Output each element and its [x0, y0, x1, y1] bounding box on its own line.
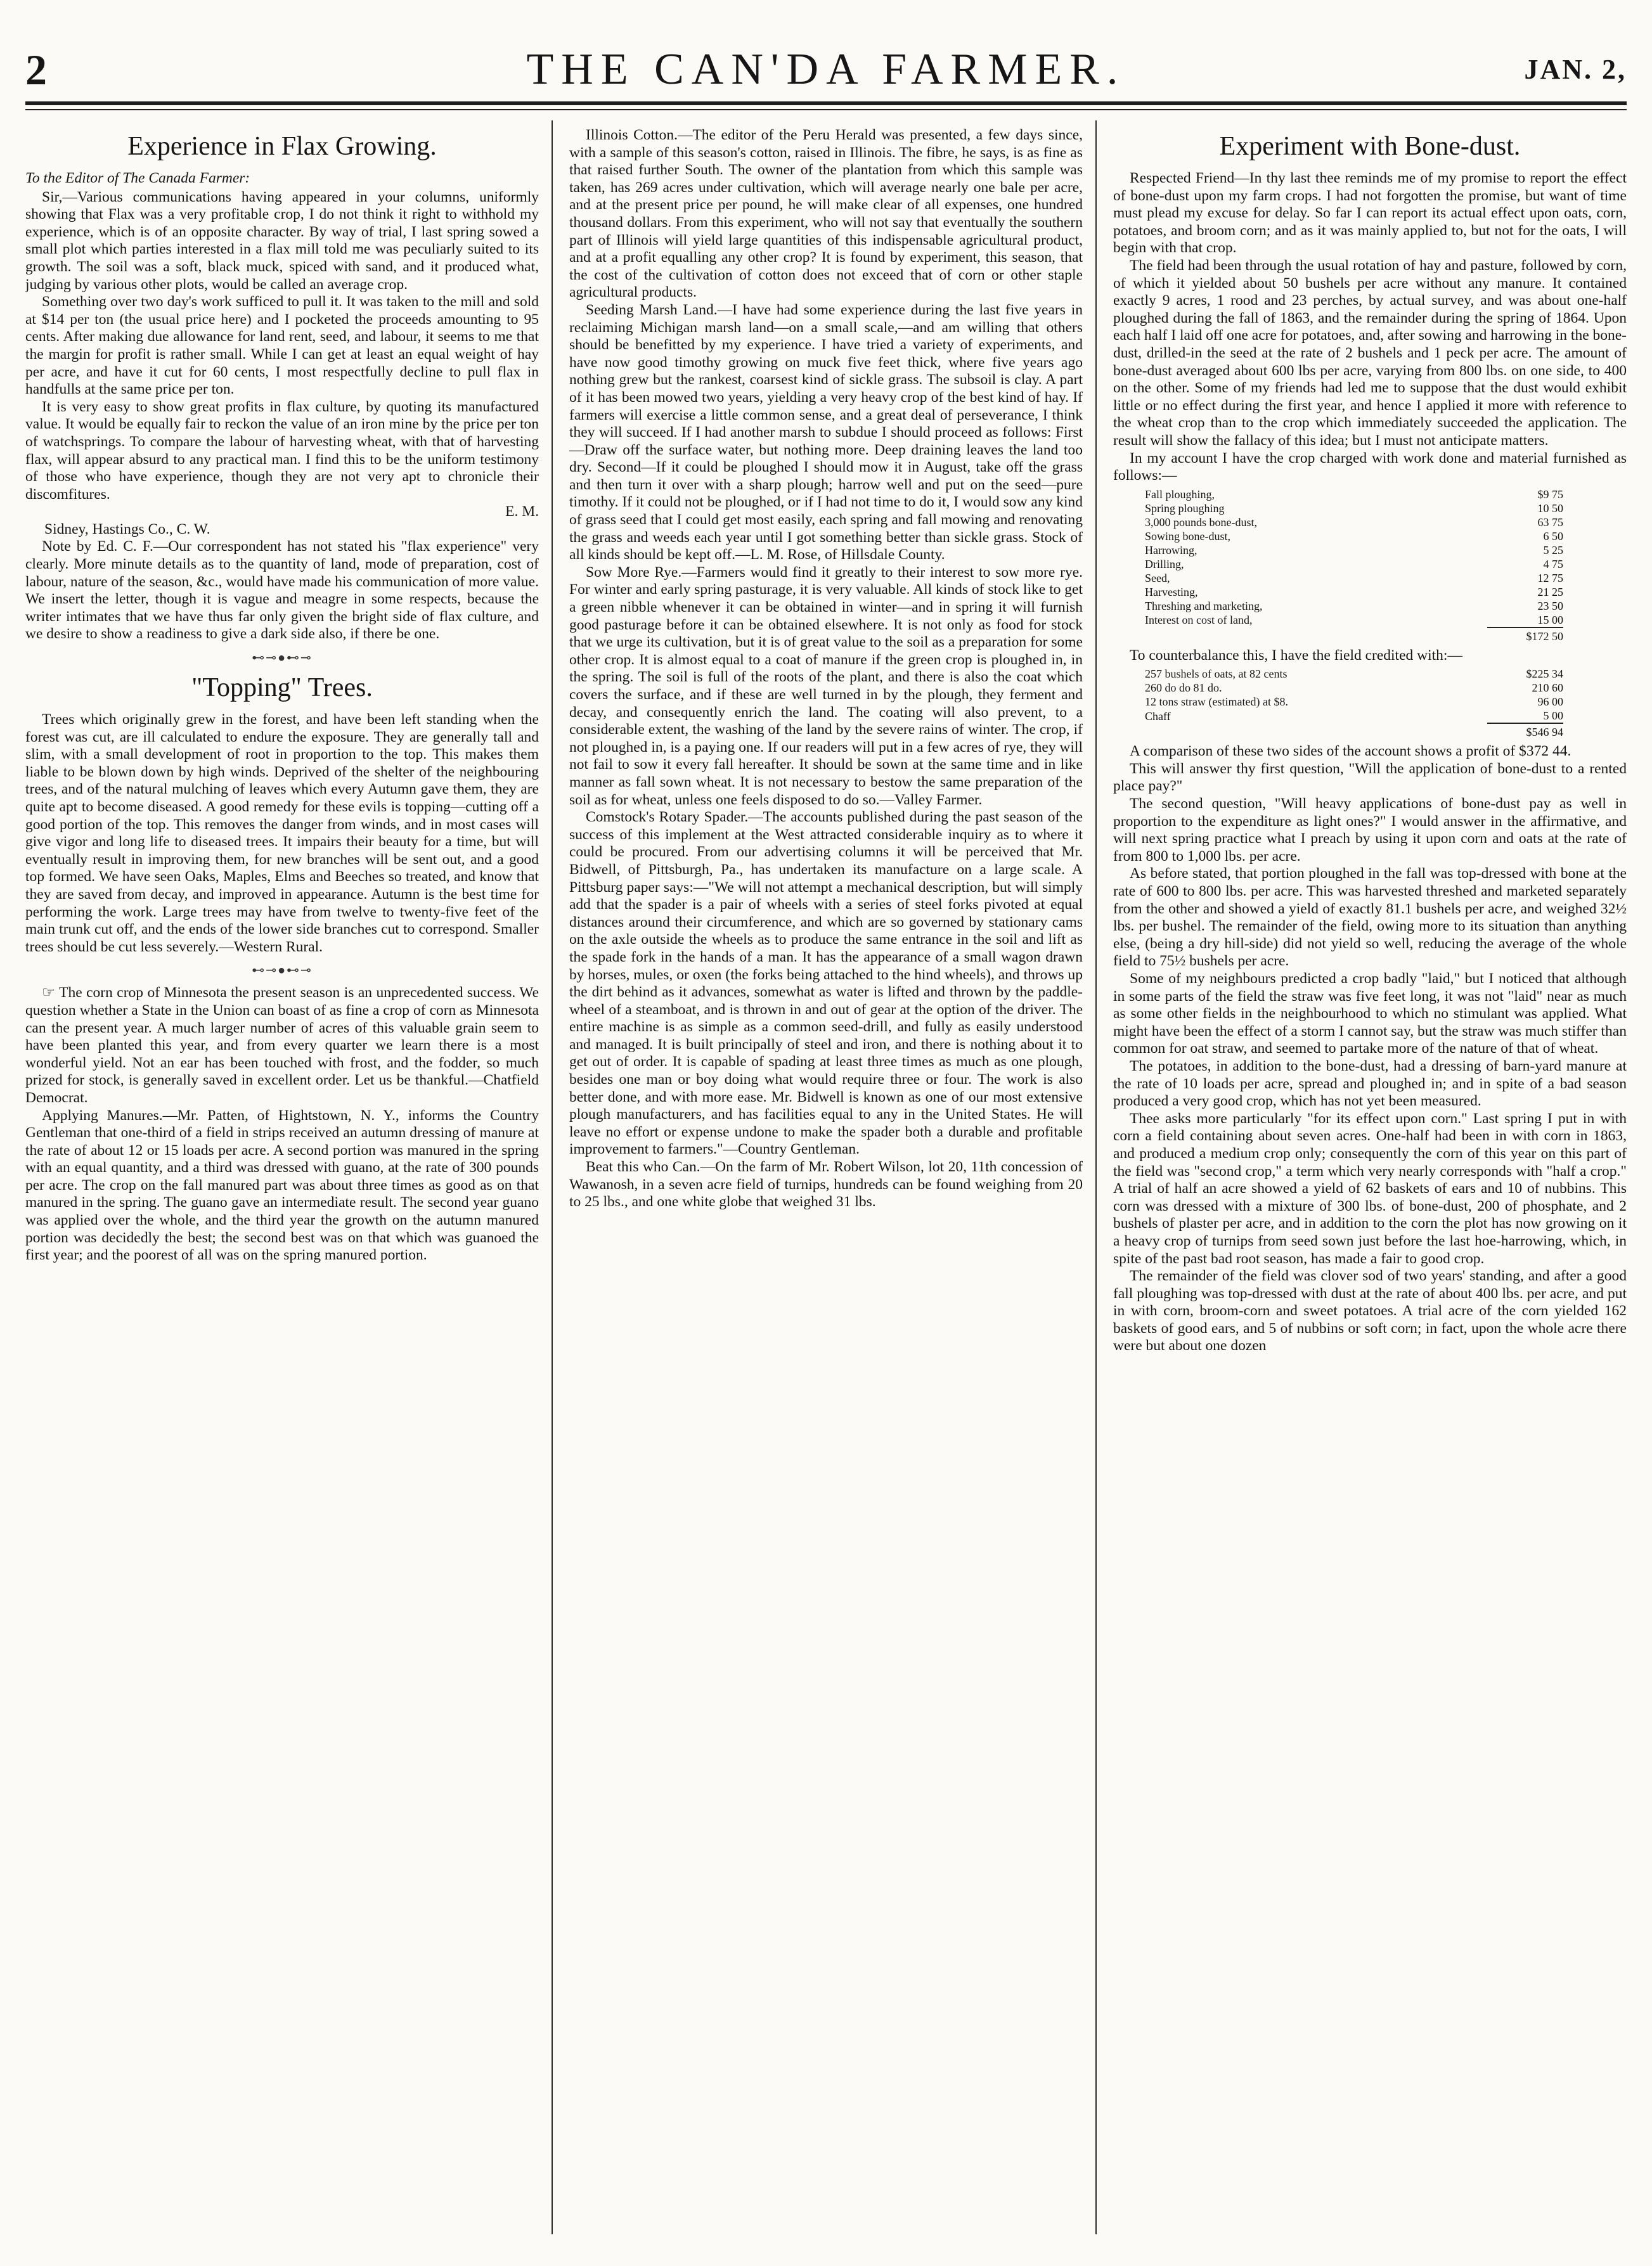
credit-amount: 96 00 — [1537, 695, 1563, 709]
salutation: To the Editor of The Canada Farmer: — [25, 170, 250, 186]
article-paragraph: Respected Friend—In thy last thee reminds me of my promise to report the effect of bone-dust upon my farm crops. I had not forgotten the promise, but want of time must plead my excuse for delay. So far I can report its actual effect upon oats, corn, potatoes, and broom corn; and as it was mainly applied to, but not for the oats, I will begin with that crop. — [1113, 170, 1627, 257]
article-paragraph: A comparison of these two sides of the account shows a profit of $372 44. — [1130, 743, 1571, 760]
table-row — [1145, 515, 1563, 529]
cost-amount: 23 50 — [1537, 599, 1563, 612]
article-paragraph: The second question, "Will heavy applications of bone-dust pay as well in proportion to the expenditure as light ones?" I would answer in the affirmative, and will next spring practice what I preach by using it upon corn and oats at the rate of from 800 to 1,000 lbs. per acre. — [1113, 795, 1627, 865]
cost-table — [1145, 487, 1563, 643]
newspaper-title: THE CAN'DA FARMER. — [526, 45, 1126, 94]
letter-place: Sidney, Hastings Co., C. W. — [44, 520, 210, 538]
cost-label: Harrowing, — [1145, 543, 1197, 557]
article-heading-bone-dust: Experiment with Bone-dust. — [1219, 132, 1521, 161]
masthead — [25, 44, 1627, 95]
column-1 — [25, 127, 539, 2231]
credit-table — [1145, 667, 1563, 739]
cost-amount: 4 75 — [1543, 557, 1563, 570]
cost-label: Fall ploughing, — [1145, 487, 1215, 501]
article-paragraph-marsh: Seeding Marsh Land.—I have had some experience during the last five years in reclaiming Michigan marsh land—on a small scale,—and am willing that others should be benefitted by my experience. I have tried a variety of experiments, and have now good timothy growing on muck five feet thick, where five years ago nothing grew but the rankest, coarsest kind of sickle grass. The subsoil is clay. A part of it has been mowed two years, yielding a very heavy crop of the best kind of hay. If farmers will exercise a little common sense, and a great deal of perseverance, I think they will succeed. If I had another marsh to subdue I should proceed as follows: First—Draw off the surface water, but nothing more. Deep draining leaves the land too dry. Second—If it could be ploughed I should mow it in August, take off the grass and then turn it over with a sharp plough; harrow well and put on the seed—pure timothy. If it could not be ploughed, or if I had not time to do it, I would sow any kind of grass seed that I could get most easily, each spring and fall mowing and renovating the grass and weeds each year until I got something better than sickle grass. Stock of all kinds should be kept off.—L. M. Rose, of Hillsdale County. — [569, 301, 1083, 563]
article-paragraph: The remainder of the field was clover sod of two years' standing, and after a good fall ploughing was top-dressed with dust at the rate of about 400 lbs. per acre, and put in with corn, broom-corn and sweet potatoes. A trial acre of the corn yielded 162 baskets of good ears, and 5 of nubbins or soft corn; in fact, upon the whole acre there were but about one dozen — [1113, 1268, 1627, 1355]
cost-label: Threshing and marketing, — [1145, 599, 1263, 612]
credit-amount: 5 00 — [1543, 709, 1563, 723]
cost-amount: $9 75 — [1537, 487, 1563, 501]
table-row — [1145, 599, 1563, 613]
table-total-row — [1145, 723, 1563, 739]
article-paragraph: In my account I have the crop charged with work done and material furnished as follows:— — [1113, 449, 1627, 484]
table-row — [1145, 681, 1563, 695]
article-paragraph: This will answer thy first question, "Will the application of bone-dust to a rented place pay?" — [1113, 760, 1627, 795]
article-paragraph-rye: Sow More Rye.—Farmers would find it greatly to their interest to sow more rye. For winter and early spring pasturage, it is very valuable. All kinds of stock like to get a green nibble whenever it can be obtained in winter—and in spring it will furnish good pasturage before it can be obtained elsewhere. It is not only as food for stock that we urge its cultivation, but it is of great value to the soil as a preparation for some other crop. It is almost equal to a coat of manure if the green crop is ploughed in, in the spring. The soil is full of the roots of the plant, and there is also the coat which covers the surface, and if these are well turned in by the plough, they ferment and decay, and consequently enrich the land. The coating will also prevent, to a considerable extent, the washing of the land by the severe rains of winter. The crop, if not ploughed in, is a paying one. If our readers will put in a few acres of rye, they will not fail to sow it every fall hereafter. It should be sown at the same time and in like manner as fall sown wheat. It is not necessary to bestow the same preparation of the soil as for wheat, unless one feels disposed to do so.—Valley Farmer. — [569, 563, 1083, 808]
page-number: 2 — [25, 46, 47, 94]
article-paragraph: Sir,—Various communications having appeared in your columns, uniformly showing that Flax was a very profitable crop, I do not think it right to withhold my experience, which is of an opposite character. By way of trial, I last spring sowed a small plot which parties interested in a flax mill told me was peculiarly suited to its growth. The soil was a soft, black muck, spiced with sand, and it produced what, judging by various other plots, would be called an average crop. — [25, 188, 539, 293]
table-row — [1145, 529, 1563, 543]
section-separator: ⊷⊸●⊷⊸ — [252, 651, 313, 666]
article-paragraph: Some of my neighbours predicted a crop badly "laid," but I noticed that although in some parts of the field the straw was five feet long, it was not "laid" near as much as some other fields in the neighbourhood to which no stimulant was applied. What might have been the effect of a storm I cannot say, but the straw was much stiffer than common for oat straw, and seemed to partake more of the nature of that of wheat. — [1113, 970, 1627, 1057]
cost-label: Interest on cost of land, — [1145, 614, 1253, 627]
column-divider — [1095, 120, 1097, 2234]
article-paragraph: The field had been through the usual rotation of hay and pasture, followed by corn, of which it yielded about 50 bushels per acre without any manure. It contained exactly 9 acres, 1 rood and 23 perches, by actual survey, and was about one-half ploughed during the fall of 1863, and the remainder during the spring of 1864. Upon each half I laid off one acre for potatoes, and, after sowing and harrowing in the bone-dust, drilled-in the seed at the rate of 2 bushels and 1 peck per acre. The amount of bone-dust averaged about 600 lbs per acre, varying from 800 lbs. on one side, to 400 on the other. Some of my friends had led me to suppose that the dust would exhibit little or no effect during the first year, and hence I applied it more with reference to the wheat crop than to the crop which immediately succeeded the application. The result will show the fallacy of this idea; but I must not anticipate matters. — [1113, 257, 1627, 449]
column-3 — [1113, 127, 1627, 2231]
credit-intro: To counterbalance this, I have the field credited with:— — [1130, 647, 1462, 664]
table-row — [1145, 501, 1563, 515]
credit-label: 12 tons straw (estimated) at $8. — [1145, 695, 1288, 709]
article-paragraph: Trees which originally grew in the forest, and have been left standing when the forest was cut, are ill calculated to endure the exposure. They are generally tall and slim, with a small development of root in proportion to the top. This makes them liable to be blown down by high winds. Deprived of the shelter of the neighbouring trees, and of the natural mulching of leaves which every Autumn gave them, they are quite apt to become diseased. A good remedy for these evils is topping—cutting off a good portion of the top. This removes the danger from winds, and in most cases will give vigor and long life to diseased trees. It impairs their beauty for a time, but will eventually result in improving them, for new branches will be sent out, and a good top formed. We have seen Oaks, Maples, Elms and Beeches so treated, and know that they are saved from decay, and improved in appearance. Autumn is the best time for performing the work. Large trees may have from twelve to twenty-five feet of the main trunk cut off, and the ends of the lower side branches cut to correspond. Smaller trees should be cut less severely.—Western Rural. — [25, 711, 539, 955]
issue-date: JAN. 2, — [1524, 54, 1627, 85]
table-row — [1145, 667, 1563, 681]
credit-amount: $225 34 — [1526, 667, 1563, 681]
article-paragraph: Something over two day's work sufficed to pull it. It was taken to the mill and sold at $14 per ton (the usual price here) and I pocketed the proceeds amounting to 95 cents. After making due allowance for land rent, seed, and labour, it seems to me that the margin for profit is rather small. While I can get at least an equal weight of hay per acre, and have it cut for 60 cents, I most respectfully decline to pull flax in handfulls at the same price per ton. — [25, 293, 539, 398]
article-paragraph-cotton: Illinois Cotton.—The editor of the Peru Herald was presented, a few days since, with a sample of this season's cotton, raised in Illinois. The fibre, he says, is as fine as that raised further South. The owner of the plantation from which this sample was taken, has 269 acres under cultivation, which will average nearly one bale per acre, and at the present price per pound, he will make clear of all expenses, one hundred thousand dollars. From this experiment, who will not say that eventually the southern part of Illinois will yield large quantities of this indispensable agricultural product, and at a profit equalling any other crop? It is found by experiment, this season, that the cost of the cultivation of cotton does not exceed that of corn or other staple agricultural products. — [569, 127, 1083, 301]
article-paragraph-beat: Beat this who Can.—On the farm of Mr. Robert Wilson, lot 20, 11th concession of Wawanosh, in a seven acre field of turnips, hundreds can be found weighing from 20 to 25 lbs., and one white globe that weighed 31 lbs. — [569, 1159, 1083, 1211]
table-row — [1145, 487, 1563, 501]
masthead-rule — [25, 101, 1627, 105]
table-total-row — [1145, 628, 1563, 643]
masthead-rule-thin — [25, 109, 1627, 110]
cost-label: Harvesting, — [1145, 585, 1198, 598]
article-paragraph-corn: ☞ The corn crop of Minnesota the present season is an unprecedented success. We question whether a State in the Union can boast of as fine a crop of corn as Minnesota can the present year. A much larger number of acres of this valuable grain seem to have been planted this year, and from every quarter we learn there is a most wonderful yield. Not an ear has been touched with frost, and the fodder, so much prized for stock, is generally saved in excellent order. Let us be thankful.—Chatfield Democrat. — [25, 984, 539, 1106]
article-paragraph: As before stated, that portion ploughed in the fall was top-dressed with bone at the rate of 600 to 800 lbs. per acre. This was harvested threshed and marketed separately from the other and showed a yield of exactly 81.1 bushels per acre, and weighed 32½ lbs. per bushel. The remainder of the field, owing more to its situation than anything else, (being a dry hill-side) did not yield so well, reducing the average of the whole field to 75½ bushels per acre. — [1113, 865, 1627, 970]
cost-label: Spring ploughing — [1145, 501, 1225, 515]
cost-label: Sowing bone-dust, — [1145, 529, 1230, 543]
cost-amount: 12 75 — [1537, 571, 1563, 584]
cost-label: Drilling, — [1145, 557, 1184, 570]
cost-label: Seed, — [1145, 571, 1170, 584]
table-row — [1145, 543, 1563, 557]
cost-amount: 6 50 — [1543, 529, 1563, 543]
credit-total: $546 94 — [1487, 723, 1563, 739]
article-heading-flax: Experience in Flax Growing. — [127, 132, 437, 161]
cost-amount: 21 25 — [1537, 585, 1563, 598]
article-heading-topping: "Topping" Trees. — [191, 673, 373, 703]
section-separator: ⊷⊸●⊷⊸ — [252, 963, 313, 978]
column-2 — [569, 127, 1083, 2231]
credit-label: Chaff — [1145, 709, 1171, 723]
credit-label: 260 do do 81 do. — [1145, 681, 1222, 695]
signature: E. M. — [505, 503, 539, 520]
cost-label: 3,000 pounds bone-dust, — [1145, 515, 1257, 529]
table-row — [1145, 585, 1563, 599]
table-row — [1145, 557, 1563, 571]
article-paragraph-manures: Applying Manures.—Mr. Patten, of Hightstown, N. Y., informs the Country Gentleman that one-third of a field in strips received an autumn dressing of manure at the rate of about 12 or 15 loads per acre. A second portion was manured in the spring with an equal quantity, and a third was dressed with guano, at the rate of 300 pounds per acre. The crop on the fall manured part was about three times as good as on that manured in the spring. The guano gave an intermediate result. The second year guano was applied over the whole, and the third year the growth on the autumn manured portion was decidedly the best; the second best was on that which was guanoed the first year; and the poorest of all was on the spring manured portion. — [25, 1107, 539, 1264]
table-row — [1145, 709, 1563, 723]
cost-amount: 15 00 — [1537, 613, 1563, 626]
credit-amount: 210 60 — [1532, 681, 1563, 695]
article-paragraph-spader: Comstock's Rotary Spader.—The accounts published during the past season of the success of this implement at the West attracted considerable inquiry as to where it could be procured. From our advertising columns it will be perceived that Mr. Bidwell, of Pittsburgh, Pa., has undertaken its manufacture on a large scale. A Pittsburg paper says:—"We will not attempt a mechanical description, but will simply add that the spader is a pair of wheels with a series of steel forks pivoted at equal distances around their circumference, and which are so governed by stationary cams on the axle outside the wheels as to produce the same entrance in the soil and lift as the spade fork in the hands of a man. It has the appearance of a small wagon drawn by horses, mules, or oxen (the forks being attached to the hind wheels), and throws up the dirt behind as it advances, somewhat as water is lifted and thrown by the paddle-wheel of a steamboat, and is thrown in and out of gear at the option of the driver. The entire machine is as simple as a common seed-drill, and fully as easily understood and managed. It is built principally of steel and iron, and there is nothing about it to get out of order. It is capable of spading at least three times as much as one plough, besides one man or boy doing what would require three or four. The work is also better done, and with more ease. Mr. Bidwell is known as one of our most extensive plough manufacturers, and has facilities equal to any in the United States. He will leave no effort or expense undone to make the spader both a durable and profitable improvement to farmers."—Country Gentleman. — [569, 809, 1083, 1158]
cost-amount: 10 50 — [1537, 501, 1563, 515]
article-paragraph: Thee asks more particularly "for its effect upon corn." Last spring I put in with corn a field containing about seven acres. One-half had been in with corn in 1863, and produced a medium crop only; consequently the corn of this year on this part of the field was "second crop," a term which very nearly corresponds with "half a crop." A trial of half an acre showed a yield of 62 baskets of ears and 10 of nubbins. This corn was dressed with a mixture of 300 lbs. of bone-dust, 200 of phosphate, and 2 bushels of plaster per acre, and in addition to the corn the plot has now growing on it a heavy crop of turnips from seed sown just before the last hoe-harrowing, which, in spite of the past bad root season, has made a fair to good crop. — [1113, 1110, 1627, 1267]
table-row — [1145, 571, 1563, 585]
column-divider — [552, 120, 553, 2234]
cost-total: $172 50 — [1487, 628, 1563, 643]
article-paragraph: It is very easy to show great profits in flax culture, by quoting its manufactured value. It would be equally fair to reckon the value of an iron mine by the price per ton of watchsprings. To compare the labour of harvesting wheat, with that of harvesting flax, will appear absurd to any practical man. I find this to be the uniform testimony of those who have experience, though they are not very apt to chronicle their discomfitures. — [25, 398, 539, 503]
article-paragraph: The potatoes, in addition to the bone-dust, had a dressing of barn-yard manure at the rate of 10 loads per acre, spread and ploughed in; and in spite of a bad season produced a very good crop, which has not yet been measured. — [1113, 1057, 1627, 1110]
editor-note: Note by Ed. C. F.—Our correspondent has not stated his "flax experience" very clearly. More minute details as to the quantity of land, mode of preparation, cost of labour, nature of the season, &c., would have made his communication of more value. We insert the letter, though it is vague and meagre in some respects, because the writer intimates that we have thus far only given the bright side of flax culture, and we desire to show a readiness to give a dark side also, if there be one. — [25, 538, 539, 643]
table-row — [1145, 613, 1563, 628]
cost-amount: 63 75 — [1537, 515, 1563, 529]
table-row — [1145, 695, 1563, 709]
cost-amount: 5 25 — [1543, 543, 1563, 557]
credit-label: 257 bushels of oats, at 82 cents — [1145, 667, 1287, 681]
